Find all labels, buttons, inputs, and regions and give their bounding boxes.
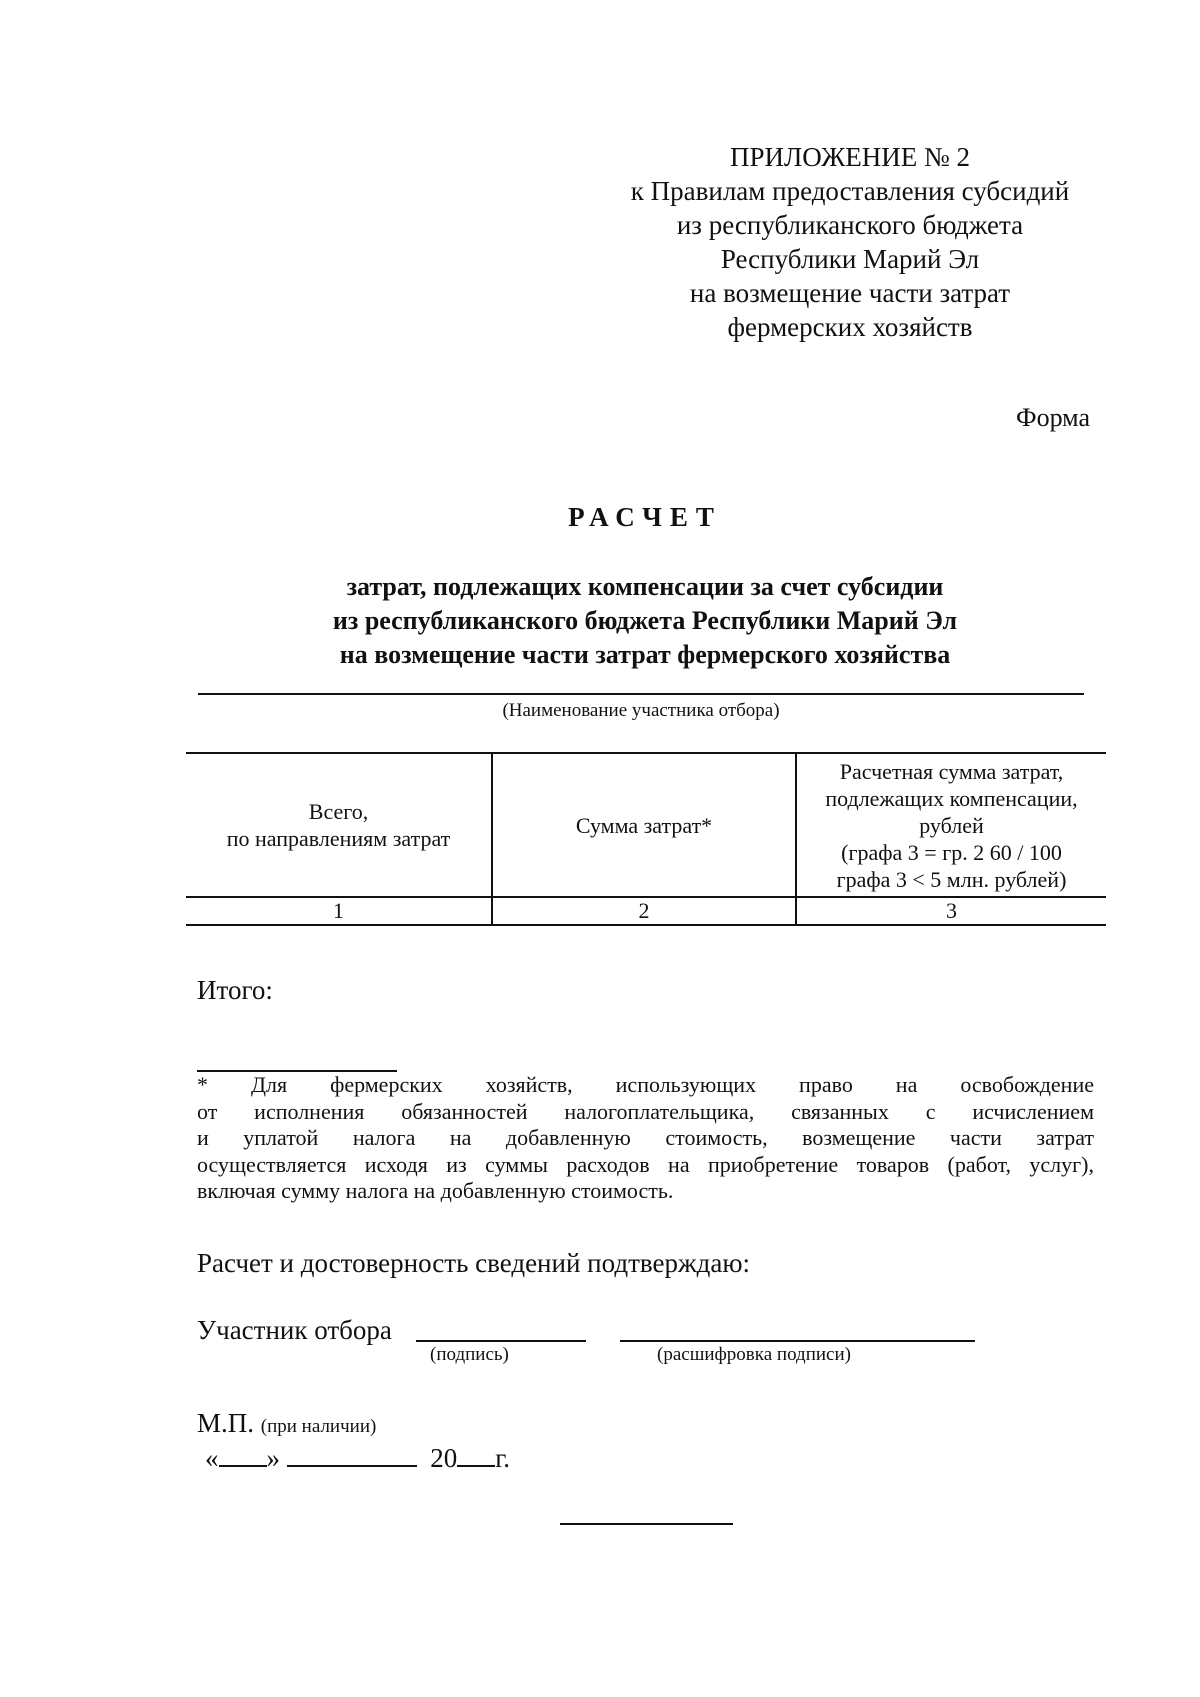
- stamp-place: [197, 1408, 376, 1439]
- year-field[interactable]: [457, 1441, 495, 1467]
- total-label: Итого:: [197, 975, 273, 1005]
- header-text: рублей: [919, 812, 984, 838]
- table-row: [186, 897, 1106, 925]
- footnote: [197, 1072, 1094, 1205]
- year-prefix: 20: [430, 1443, 458, 1473]
- appendix-header: [600, 140, 1100, 344]
- signature-decode-field[interactable]: [620, 1340, 975, 1342]
- form-label: Форма: [1016, 403, 1090, 432]
- appendix-line: из республиканского бюджета: [676, 210, 1024, 240]
- footnote-line: включая сумму налога на добавленную стоимость.: [197, 1178, 674, 1203]
- document-title: РАСЧЕТ: [568, 502, 722, 532]
- date-open-quote: «: [205, 1443, 219, 1473]
- header-text: Сумма затрат*: [575, 812, 713, 838]
- footnote-line: и уплатой налога на добавленную стоимость, возмещение части затрат: [197, 1125, 1094, 1150]
- header-text: графа 3 < 5 млн. рублей): [836, 866, 1067, 892]
- date-row: [205, 1441, 510, 1474]
- month-field[interactable]: [287, 1441, 417, 1467]
- footnote-line: осуществляется исходя из суммы расходов на приобретение товаров (работ, услуг),: [197, 1151, 1094, 1177]
- appendix-line: фермерских хозяйств: [727, 312, 973, 342]
- table-header-compensation: [796, 753, 1106, 897]
- appendix-line: на возмещение части затрат: [689, 278, 1011, 308]
- appendix-line: ПРИЛОЖЕНИЕ № 2: [729, 142, 971, 172]
- footnote-line: * Для фермерских хозяйств, использующих право на освобождение: [197, 1072, 1094, 1097]
- header-text: Всего,: [308, 799, 369, 824]
- column-number: 1: [186, 897, 492, 925]
- signature-caption: (подпись): [430, 1344, 509, 1365]
- end-separator: [560, 1523, 733, 1525]
- day-field[interactable]: [219, 1441, 267, 1467]
- header-text: (графа 3 = гр. 2 60 / 100: [841, 839, 1062, 865]
- document-subtitle: [200, 570, 1090, 672]
- subtitle-line: из республиканского бюджета Республики Марий Эл: [332, 606, 958, 635]
- column-number: 3: [796, 897, 1106, 925]
- header-text: по направлениям затрат: [226, 826, 451, 851]
- table-header-cost-sum: [492, 753, 796, 897]
- table-header-row: [186, 753, 1106, 897]
- participant-name-line: [198, 693, 1084, 695]
- header-text: Расчетная сумма затрат,: [839, 758, 1064, 784]
- signature-decode-caption: (расшифровка подписи): [657, 1344, 851, 1365]
- stamp-label: М.П.: [197, 1408, 255, 1438]
- footnote-line: от исполнения обязанностей налогоплательщика, связанных с исчислением: [197, 1098, 1094, 1124]
- participant-name-caption: (Наименование участника отбора): [502, 700, 780, 721]
- participant-label: Участник отбора: [197, 1315, 392, 1345]
- appendix-line: к Правилам предоставления субсидий: [630, 176, 1070, 206]
- subtitle-line: на возмещение части затрат фермерского хозяйства: [339, 640, 951, 669]
- stamp-note: (при наличии): [260, 1416, 377, 1437]
- year-suffix: г.: [495, 1443, 511, 1473]
- date-close-quote: »: [266, 1443, 280, 1473]
- signature-field[interactable]: [416, 1340, 586, 1342]
- cost-table: [186, 752, 1106, 926]
- subtitle-line: затрат, подлежащих компенсации за счет субсидии: [346, 572, 944, 601]
- confirmation-text: Расчет и достоверность сведений подтверждаю:: [197, 1248, 750, 1278]
- appendix-line: Республики Марий Эл: [720, 244, 980, 274]
- header-text: подлежащих компенсации,: [825, 785, 1078, 811]
- column-number: 2: [492, 897, 796, 925]
- table-header-total: [186, 753, 492, 897]
